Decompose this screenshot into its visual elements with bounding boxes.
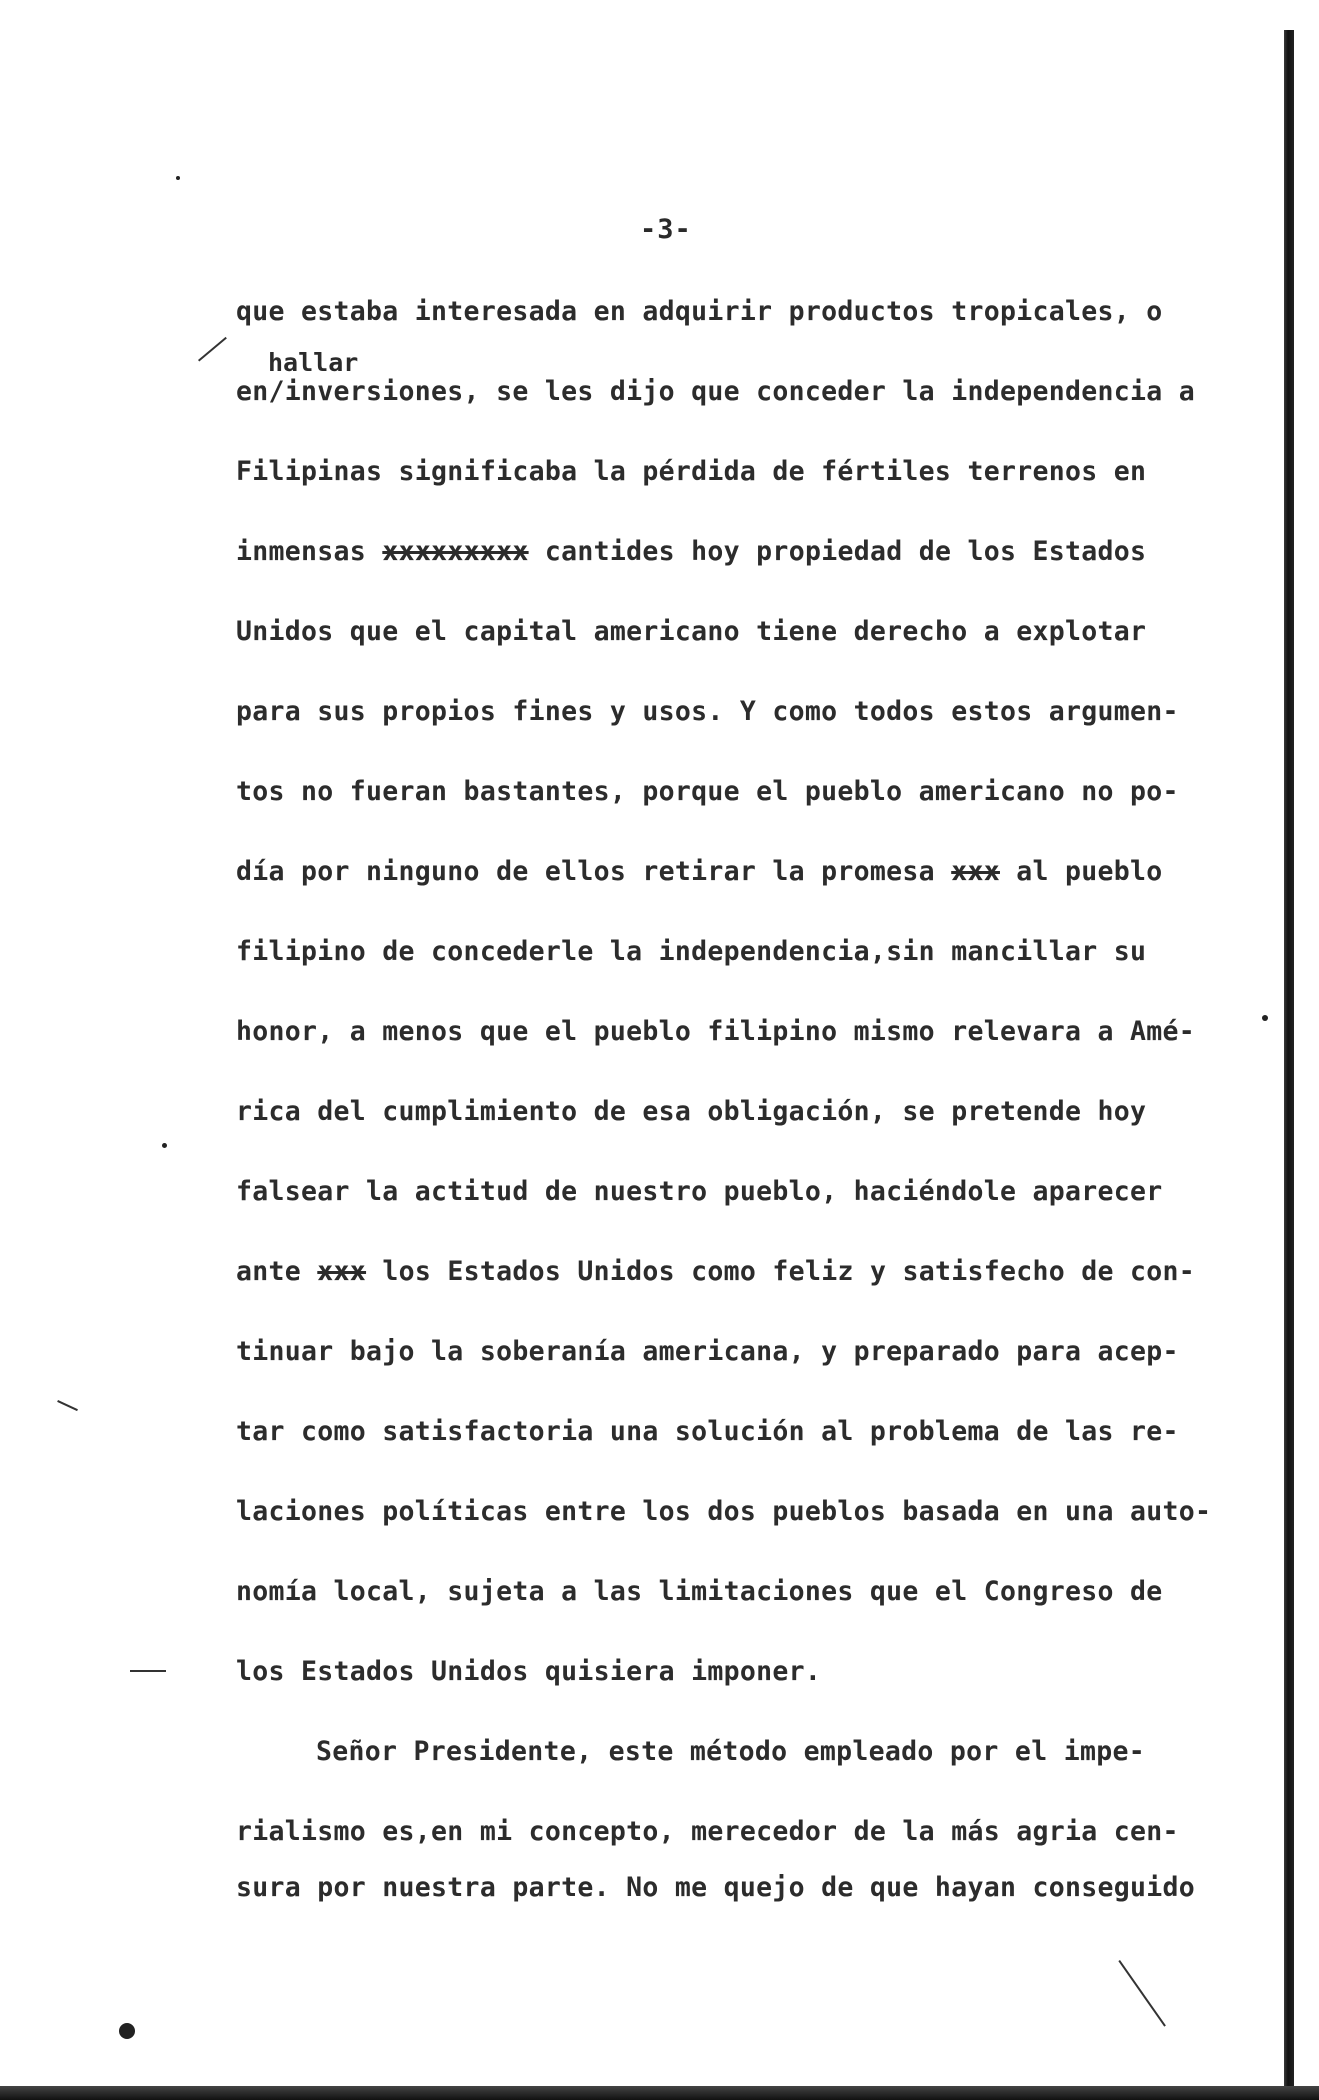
scan-bottom-edge — [0, 2086, 1319, 2100]
struck-out-word: xxxxxxxxx — [382, 536, 529, 567]
text-line-7: tos no fueran bastantes, porque el pueblo americano no po- — [236, 776, 1179, 807]
text-line-14: tinuar bajo la soberanía americana, y preparado para acep- — [236, 1336, 1179, 1367]
text-line-3: Filipinas significaba la pérdida de fértiles terrenos en — [236, 456, 1147, 487]
text-line-9: filipino de concederle la independencia,sin mancillar su — [236, 936, 1147, 967]
text-line-10: honor, a menos que el pueblo filipino mismo relevara a Amé- — [236, 1016, 1196, 1047]
text-line-18: los Estados Unidos quisiera imponer. — [236, 1656, 822, 1687]
page-number: -3- — [640, 214, 692, 245]
text-segment: ante — [236, 1256, 302, 1287]
text-line-4 — [236, 536, 1166, 567]
scan-mark — [198, 337, 227, 362]
text-line-21: sura por nuestra parte. No me quejo de que hayan conseguido — [236, 1872, 1196, 1903]
text-line-13 — [236, 1256, 1196, 1287]
text-line-15: tar como satisfactoria una solución al problema de las re- — [236, 1416, 1179, 1447]
text-segment: cantides hoy propiedad de los Estados — [544, 536, 1147, 567]
scan-mark — [130, 1670, 166, 1672]
interlinear-insertion: hallar — [268, 348, 359, 377]
text-line-5: Unidos que el capital americano tiene derecho a explotar — [236, 616, 1147, 647]
text-line-11: rica del cumplimiento de esa obligación, se pretende hoy — [236, 1096, 1147, 1127]
text-line-16: laciones políticas entre los dos pueblos basada en una auto- — [236, 1496, 1212, 1527]
scan-speck — [176, 176, 180, 180]
scan-speck — [162, 1143, 167, 1148]
text-line-8 — [236, 856, 1166, 887]
scan-mark — [1118, 1960, 1166, 2027]
text-segment: inmensas — [236, 536, 367, 567]
text-line-12: falsear la actitud de nuestro pueblo, haciéndole aparecer — [236, 1176, 1163, 1207]
struck-out-word: xxx — [951, 856, 1000, 887]
text-line-19: Señor Presidente, este método empleado por el impe- — [316, 1736, 1145, 1767]
text-segment: los Estados Unidos como feliz y satisfecho de con- — [382, 1256, 1196, 1287]
scan-right-edge — [1284, 30, 1294, 2092]
text-line-2: en/inversiones, se les dijo que conceder la independencia a — [236, 376, 1196, 407]
scan-speck — [1262, 1015, 1268, 1021]
scan-mark — [57, 1400, 78, 1411]
struck-out-word: xxx — [317, 1256, 367, 1287]
text-line-6: para sus propios fines y usos. Y como todos estos argumen- — [236, 696, 1179, 727]
text-line-17: nomía local, sujeta a las limitaciones que el Congreso de — [236, 1576, 1163, 1607]
text-segment: al pueblo — [1016, 856, 1163, 887]
scan-speck — [119, 2023, 135, 2039]
text-line-20: rialismo es,en mi concepto, merecedor de la más agria cen- — [236, 1816, 1179, 1847]
text-segment: día por ninguno de ellos retirar la promesa — [236, 856, 935, 887]
text-line-1: que estaba interesada en adquirir productos tropicales, o — [236, 296, 1163, 327]
